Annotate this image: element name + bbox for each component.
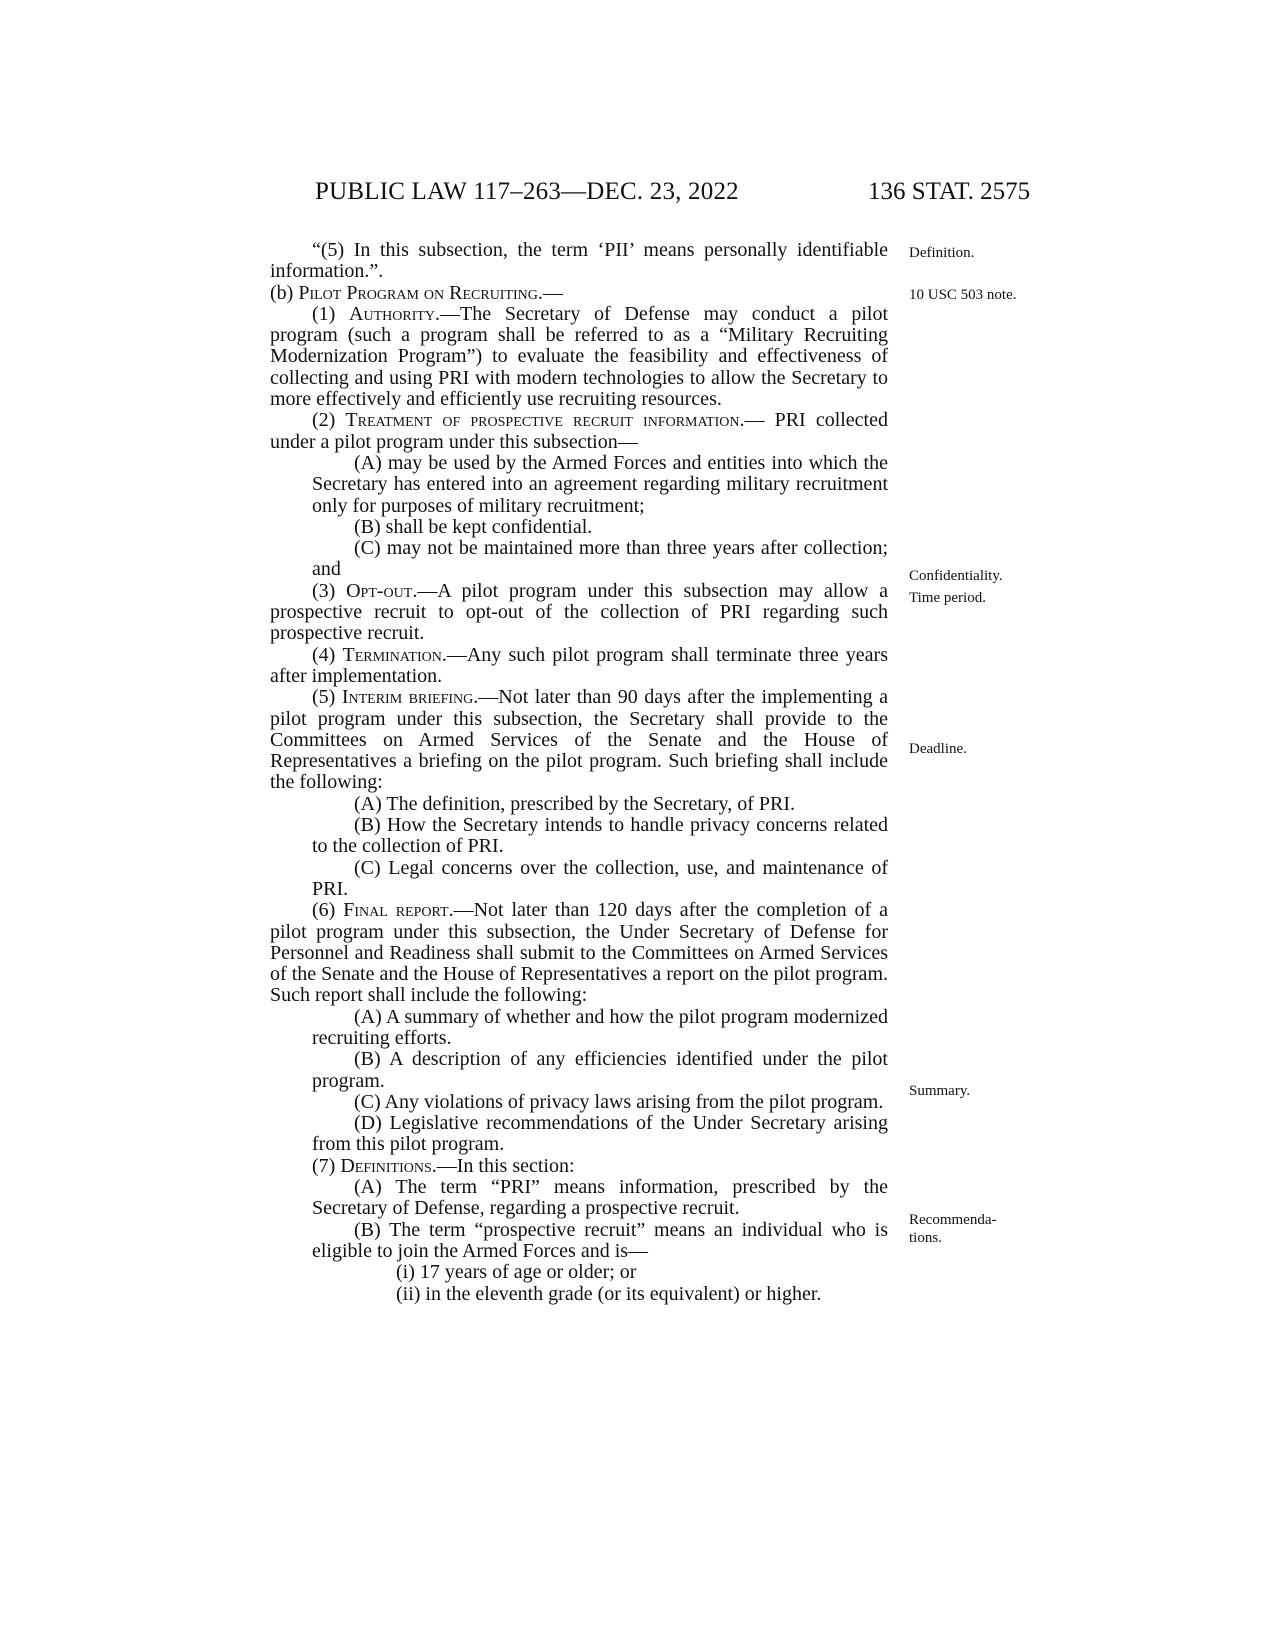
- subsection-b-prefix: (b): [270, 281, 299, 304]
- margin-note-recommendations-line2: tions.: [909, 1230, 942, 1246]
- paragraph-pii-definition: “(5) In this subsection, the term ‘PII’ means personally identifiable information.”.: [270, 239, 888, 283]
- paragraph-termination-prefix: (4): [312, 643, 343, 666]
- paragraph-authority-text: .—The Secretary of Defense may conduct a pilot program (such a program shall be referred to as a “Military Recruiting Modernization Program”) to evaluate the feasibility and effectiveness of collecting and using PRI with modern technologies to allow the Secretary to more effectively and efficiently use recruiting resources.: [270, 302, 888, 411]
- paragraph-definitions-heading: Definitions: [340, 1154, 432, 1177]
- paragraph-termination-heading: Termination: [342, 643, 442, 666]
- paragraph-opt-out-text: .—A pilot program under this subsection may allow a prospective recruit to opt-out of the collection of PRI regarding such prospective recruit.: [270, 579, 888, 645]
- subsection-b-title: Pilot Program on Recruiting: [298, 281, 538, 304]
- margin-note-summary: Summary.: [909, 1083, 971, 1099]
- header-title: PUBLIC LAW 117–263—DEC. 23, 2022: [315, 178, 739, 205]
- paragraph-opt-out-prefix: (3): [312, 579, 347, 602]
- clause-report-c: (C) Any violations of privacy laws arising from the pilot program.: [354, 1090, 884, 1113]
- paragraph-termination-text: .—Any such pilot program shall terminate three years after implementation.: [270, 643, 888, 687]
- clause-definitions-b: (B) The term “prospective recruit” means an individual who is eligible to join the Armed Forces and is—: [312, 1218, 888, 1262]
- statute-body: [270, 240, 888, 1305]
- paragraph-final-report-text: .—Not later than 120 days after the completion of a pilot program under this subsection, the Under Secretary of Defense for Personnel and Readiness shall submit to the Committees on Armed Services of the Senate and the House of Representatives a report on the pilot program. Such report shall include the following:: [270, 899, 888, 1007]
- margin-note-time-period: Time period.: [909, 590, 986, 606]
- paragraph-authority: [270, 304, 888, 410]
- margin-note-deadline: Deadline.: [909, 741, 967, 757]
- paragraph-authority-prefix: (1): [312, 302, 350, 325]
- margin-note-definition: Definition.: [909, 245, 975, 261]
- paragraph-final-report-prefix: (6): [312, 899, 344, 922]
- paragraph-definitions: [270, 1156, 888, 1177]
- paragraph-final-report-heading: Final report: [343, 899, 449, 922]
- paragraph-interim-briefing-heading: Interim briefing: [341, 686, 474, 709]
- clause-report-b: (B) A description of any efficiencies identified under the pilot program.: [312, 1048, 888, 1092]
- clause-briefing-a: (A) The definition, prescribed by the Secretary, of PRI.: [354, 792, 795, 815]
- paragraph-treatment-heading: Treatment of prospective recruit information: [345, 409, 740, 432]
- paragraph-authority-heading: Authority: [349, 302, 436, 325]
- margin-note-confidentiality: Confidentiality.: [909, 568, 1003, 584]
- paragraph-opt-out: [270, 581, 888, 645]
- clause-briefing-b: (B) How the Secretary intends to handle privacy concerns related to the collection of PRI.: [312, 814, 888, 858]
- paragraph-interim-briefing-prefix: (5): [312, 686, 342, 709]
- subsection-b-suffix: .—: [537, 281, 563, 304]
- clause-treatment-a: (A) may be used by the Armed Forces and entities into which the Secretary has entered into an agreement regarding military recruitment only for purposes of military recruitment;: [312, 451, 888, 517]
- clause-report-d: (D) Legislative recommendations of the Under Secretary arising from this pilot program.: [312, 1112, 888, 1156]
- clause-treatment-c: (C) may not be maintained more than three years after collection; and: [312, 537, 888, 581]
- subclause-definitions-b-ii: (ii) in the eleventh grade (or its equivalent) or higher.: [396, 1282, 822, 1305]
- page-header: [0, 178, 1275, 218]
- margin-note-usc: 10 USC 503 note.: [909, 287, 1017, 303]
- paragraph-final-report: [270, 900, 888, 1006]
- margin-note-recommendations-line1: Recommenda-: [909, 1212, 997, 1228]
- paragraph-termination: [270, 645, 888, 688]
- paragraph-interim-briefing-text: .—Not later than 90 days after the implementing a pilot program under this subsection, the Secretary shall provide to the Committees on Armed Services of the Senate and the House of Representatives a briefing on the pilot program. Such briefing shall include the following:: [270, 686, 889, 794]
- header-page-number: 136 STAT. 2575: [868, 178, 1031, 205]
- paragraph-definitions-text: .—In this section:: [431, 1154, 575, 1177]
- subsection-b-heading: [270, 283, 888, 304]
- paragraph-opt-out-heading: Opt-out: [346, 579, 413, 602]
- clause-treatment-b: (B) shall be kept confidential.: [354, 515, 593, 538]
- margin-note-recommendations: [909, 1211, 1019, 1247]
- paragraph-treatment-text: .— PRI collected under a pilot program under this subsection—: [270, 409, 888, 453]
- subclause-definitions-b-i: (i) 17 years of age or older; or: [396, 1261, 637, 1284]
- paragraph-treatment-prefix: (2): [312, 409, 346, 432]
- clause-report-a: (A) A summary of whether and how the pilot program modernized recruiting efforts.: [312, 1005, 888, 1049]
- paragraph-interim-briefing: [270, 687, 888, 793]
- paragraph-treatment: [270, 410, 888, 453]
- clause-definitions-a: (A) The term “PRI” means information, prescribed by the Secretary of Defense, regarding a prospective recruit.: [312, 1176, 888, 1220]
- paragraph-definitions-prefix: (7): [312, 1154, 341, 1177]
- clause-briefing-c: (C) Legal concerns over the collection, use, and maintenance of PRI.: [312, 856, 888, 900]
